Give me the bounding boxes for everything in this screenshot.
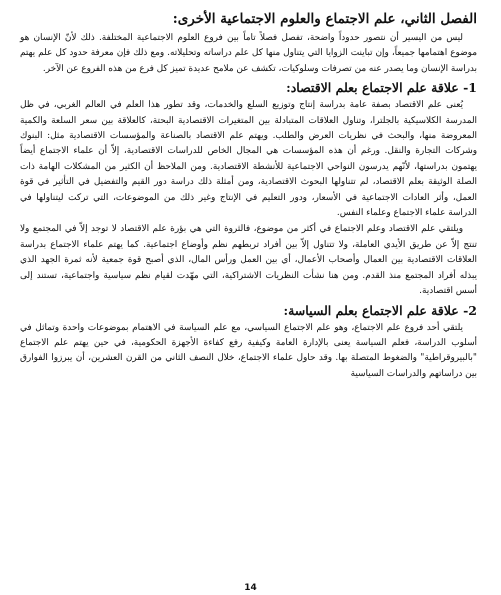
intro-paragraph: ليس من اليسير أن نتصور حدوداً واضحة، تفصل فصلاً تاماً بين فروع العلوم الاجتماعية المختلفة. ذلك لأنّ الإنسان هو موضوع اهتمامها جميعاً، وإن تباينت الزوايا التي يتناول منها كل علم دراساته وتحليلاته. ومع ذلك فإن معرفة حدود كل علم يهتم بدراسة الإنسان وما يصدر عنه من تصرفات وسلوكيات، تكشف عن ملامح عديدة تميز كل فرع من هذه الفروع عن الآخر.: [20, 33, 477, 74]
politics-paragraph-1: يلتقي أحد فروع علم الاجتماع، وهو علم الاجتماع السياسي، مع علم السياسة في الاهتمام بموضوعات واحدة وتماثل في أسلوب الدراسة، فعلم السياسة يعنى بالإدارة العامة وكيفية رفع كفاءة الأجهزة الحكومية، في حين يهتم علم الاجتماع "بالبيروقراطية" والضغوط المتصلة بها. وقد حاول علماء الاجتماع، خلال النصف الثاني من القرن العشرين، أن يبرزوا الفوارق بين دراساتهم والدراسات السياسية: [20, 322, 477, 379]
chapter-title: الفصل الثاني، علم الاجتماع والعلوم الاجتماعية الأخرى:: [172, 11, 477, 27]
section-heading-politics: 2- علاقة علم الاجتماع بعلم السياسة:: [283, 302, 477, 318]
page-number: 14: [244, 583, 257, 593]
economics-paragraph-2: ويلتقي علم الاقتصاد وعلم الاجتماع في أكثر من موضوع، فالثروة التي هي بؤرة علم الاقتصاد لا توجد إلاّ في المجتمع ولا تنتج إلاّ عن طريق الأيدي العاملة، ولا تتناول إلاّ بين أفراد تربطهم نظم وأوضاع اجتماعية. كما يهتم علماء الاجتماع بدراسة العلاقات الاقتصادية بين العمال وأصحاب الأعمال، أي بين العمل ورأس المال، الذي أصبح قوة جمعية لأنه ثمرة الجهد الذي يبذله أفراد المجتمع منذ القدم. ومن هنا نشأت النظريات الاشتراكية، التي مهّدت لقيام نظم سياسية واجتماعية، تستند إلى أسس اقتصادية.: [20, 224, 477, 297]
page-content: [20, 10, 477, 383]
economics-paragraph-1: يُعنى علم الاقتصاد بصفة عامة بدراسة إنتاج وتوزيع السلع والخدمات، وقد تطور هذا العلم في العالم الغربي، في ظل المدرسة الكلاسيكية بالجلترا، وتناول العلاقات المتبادلة بين المتغيرات الاقتصادية البحتة، كالعلاقة بين سعر السلعة والكمية المعروضة منها، والبحث في نظريات العرض والطلب. ويهتم علم الاقتصاد بالصناعة والمؤسسات الاقتصادية مثل: البنوك وشركات التجارة والنقل. ورغم أن هذه المؤسسات هي المجال الخاص للدراسات الاقتصادية، إلاّ أن علماء الاجتماع أيضاً يهتمون بدراستها، لأنّهم يدرسون النواحي الاجتماعية للأنشطة الاقتصادية. ومن الملاحظ أن الكثير من المشكلات الهامة ذات الصلة الوثيقة بعلم الاقتصاد، لم تتناولها البحوث الاقتصادية، ومن أمثلة ذلك دراسة دور القيم والتفضيل في التأثير في قوة العمل، وأثر العادات الاجتماعية في الأسعار، ودور التعليم في الإنتاج وغير ذلك من الموضوعات، التي تركت ليتناولها في الدراسة علماء الاجتماع وعلماء النفس.: [20, 100, 477, 219]
section-heading-economics: 1- علاقة علم الاجتماع بعلم الاقتصاد:: [286, 80, 477, 96]
